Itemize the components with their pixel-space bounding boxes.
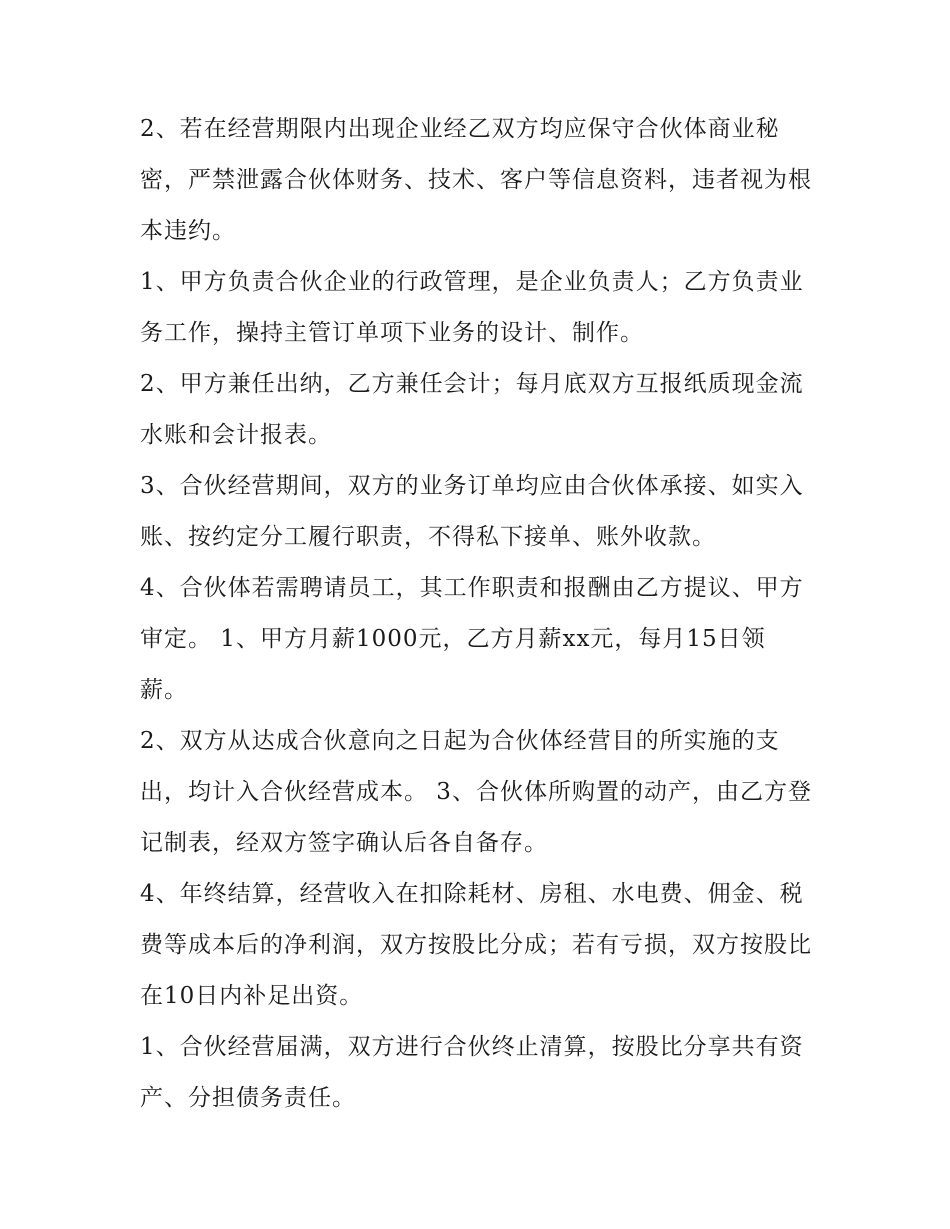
paragraph-management-duties: 1、甲方负责合伙企业的行政管理，是企业负责人；乙方负责业务工作，操持主管订单项下业务的设计、制作。	[140, 269, 804, 346]
paragraph-cashier-accounting: 2、甲方兼任出纳，乙方兼任会计；每月底双方互报纸质现金流水账和会计报表。	[140, 371, 804, 448]
paragraph-termination: 1、合伙经营届满，双方进行合伙终止清算，按股比分享共有资产、分担债务责任。	[140, 1034, 804, 1111]
paragraph-year-end-settlement: 4、年终结算，经营收入在扣除耗材、房租、水电费、佣金、税费等成本后的净利润，双方按股比分成；若有亏损，双方按股比在10日内补足出资。	[140, 881, 812, 1009]
paragraph-staff-salary: 4、合伙体若需聘请员工，其工作职责和报酬由乙方提议、甲方审定。 1、甲方月薪1000元，乙方月薪xx元，每月15日领薪。	[140, 575, 804, 703]
paragraph-costs-assets: 2、双方从达成合伙意向之日起为合伙体经营目的所实施的支出，均计入合伙经营成本。 3、合伙体所购置的动产，由乙方登记制表，经双方签字确认后各自备存。	[140, 728, 812, 856]
paragraph-order-handling: 3、合伙经营期间，双方的业务订单均应由合伙体承接、如实入账、按约定分工履行职责，不得私下接单、账外收款。	[140, 473, 804, 550]
document-body	[140, 104, 812, 1124]
paragraph-confidentiality: 2、若在经营期限内出现企业经乙双方均应保守合伙体商业秘密，严禁泄露合伙体财务、技术、客户等信息资料，违者视为根本违约。	[140, 116, 812, 244]
